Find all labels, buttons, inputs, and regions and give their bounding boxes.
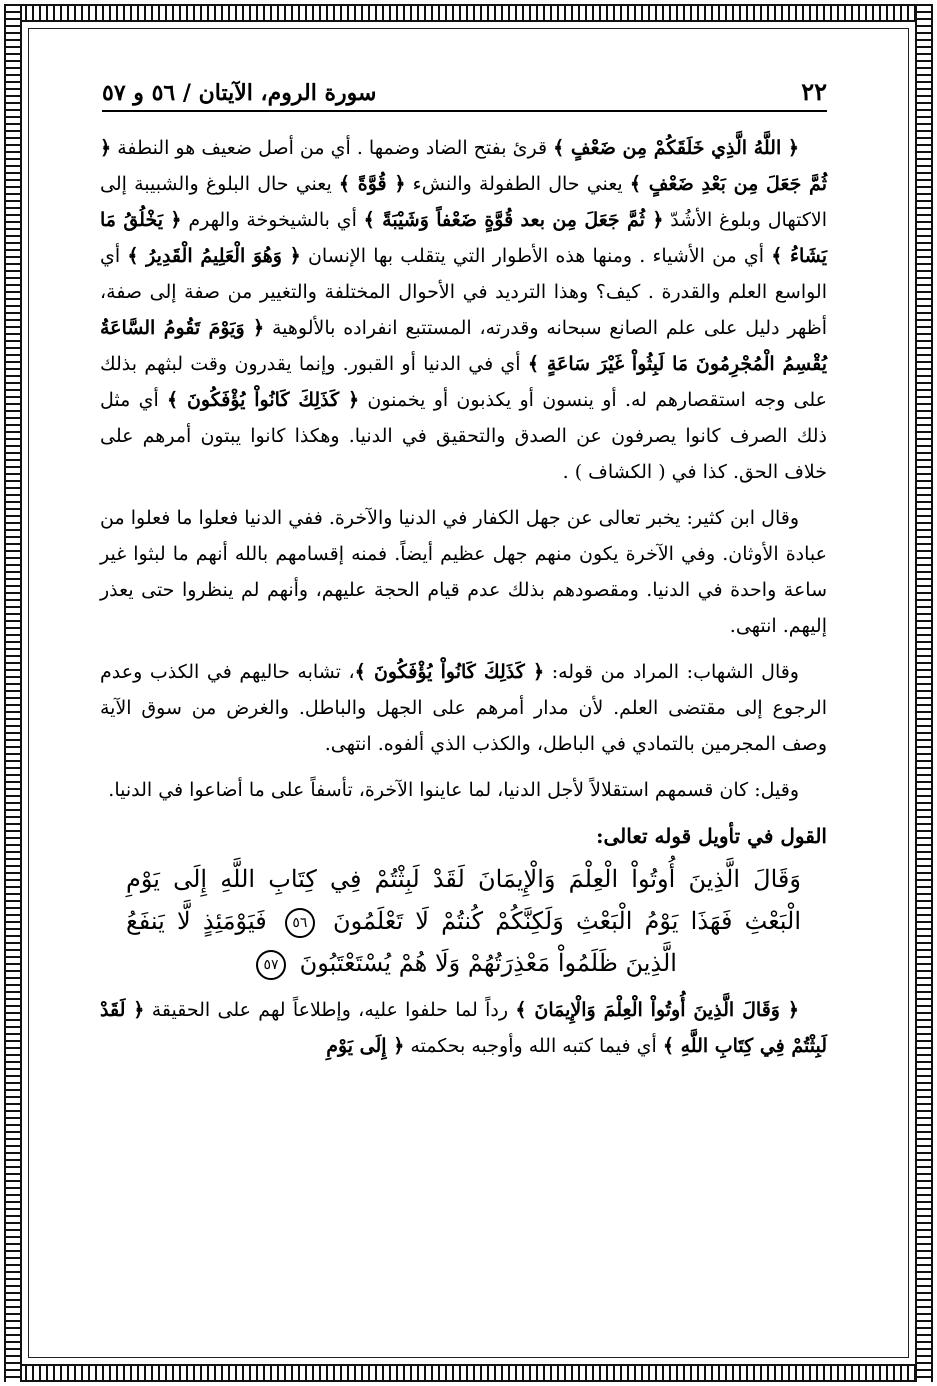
paragraph (100, 500, 827, 644)
running-title: سورة الروم، الآيتان / ٥٦ و ٥٧ (102, 80, 377, 106)
text-segment: أي مثل ذلك الصرف كانوا يصرفون عن الصدق والتحقيق في الدنيا. وهكذا كانوا يبتون أمرهم على خلاف الحق. كذا في ( الكشاف ) . (100, 389, 827, 483)
quran-quote: ﴿ وَقَالَ الَّذِينَ أُوتُواْ الْعِلْمَ وَالْإِيمَانَ ﴾ (515, 999, 799, 1021)
quran-quote: ﴿ اللَّهُ الَّذِي خَلَقَكُمْ مِن ضَعْفٍ ﴾ (553, 137, 799, 159)
quran-quote: ﴿ وَهُوَ الْعَلِيمُ الْقَدِيرُ ﴾ (127, 245, 301, 267)
paragraph (100, 654, 827, 762)
quran-quote: ﴿ كَذَلِكَ كَانُواْ يُؤْفَكُونَ ﴾ (354, 661, 545, 683)
page-body (100, 130, 827, 1074)
verse-text-56: وَقَالَ الَّذِينَ أُوتُواْ الْعِلْمَ وَالْإِيمَانَ لَقَدْ لَبِثْتُمْ فِي كِتَابِ اللَّهِ إِلَى يَوْمِ الْبَعْثِ فَهَذَا يَوْمُ الْبَعْثِ وَلَكِنَّكُمْ كُنتُمْ لَا تَعْلَمُونَ (126, 865, 801, 935)
quran-quote: ﴿ كَذَلِكَ كَانُواْ يُؤْفَكُونَ ﴾ (167, 389, 360, 411)
text-segment: وقيل: كان قسمهم استقلالاً لأجل الدنيا، لما عاينوا الآخرة، تأسفاً على ما أضاعوا في الدنيا. (108, 779, 799, 801)
text-segment: وقال الشهاب: المراد من قوله: (544, 661, 799, 683)
quran-quote: ﴿ يَخْلُقُ مَا يَشَاءُ ﴾ (100, 209, 828, 267)
verse-number-mark: ٥٦ (285, 908, 315, 938)
quran-verse (100, 858, 827, 984)
text-segment: أي بالشيخوخة والهرم (181, 209, 364, 231)
text-segment: أي الواسع العلم والقدرة . كيف؟ وهذا الترديد في الأحوال المختلفة والتغيير من صفة إلى صفة، أظهر دليل على علم الصانع سبحانه وقدرته، المستتبع انفراده بالألوهية (100, 245, 828, 339)
verse-text-57: فَيَوْمَئِذٍ لَّا يَنفَعُ الَّذِينَ ظَلَمُواْ مَعْذِرَتُهُمْ وَلَا هُمْ يُسْتَعْتَبُونَ (126, 907, 677, 977)
page-header (102, 72, 827, 112)
paragraph (100, 772, 827, 808)
paragraph-last (100, 992, 827, 1064)
text-segment: ، تشابه حاليهم في الكذب وعدم الرجوع إلى مقتضى العلم. لأن مدار أمرهم على الجهل والباطل. والغرض من سوق الآية وصف المجرمين بالتمادي في الباطل، والكذب الذي ألفوه. انتهى. (100, 661, 827, 755)
quran-quote: ﴿ ثُمَّ جَعَلَ مِن بعد قُوَّةٍ ضَعْفاً وَشَيْبَةً ﴾ (363, 209, 664, 231)
quran-quote: ﴿ لَقَدْ لَبِثْتُمْ فِي كِتَابِ اللَّهِ ﴾ (100, 999, 827, 1057)
frame-border-left (4, 4, 22, 1382)
quran-quote: ﴿ قُوَّةً ﴾ (338, 173, 406, 195)
quran-quote: ﴿ ثُمَّ جَعَلَ مِن بَعْدِ ضَعْفٍ ﴾ (100, 137, 827, 195)
text-segment: رداً لما حلفوا عليه، وإطلاعاً لهم على الحقيقة (144, 999, 516, 1021)
paragraph (100, 130, 827, 490)
frame-border-bottom (4, 1364, 933, 1382)
text-segment: أي من الأشياء . ومنها هذه الأطوار التي يتقلب بها الإنسان (300, 245, 772, 267)
text-segment: أي فيما كتبه الله وأوجبه بحكمته (404, 1035, 663, 1057)
frame-border-top (4, 4, 933, 22)
text-segment: أي في الدنيا أو القبور. وإنما يقدرون وقت لبثهم بذلك على وجه استقصارهم له. أو ينسون أو يكذبون أو يخمنون (100, 353, 827, 411)
text-segment: يعني حال الطفولة والنشء (405, 173, 630, 195)
text-segment: قرئ بفتح الضاد وضمها . أي من أصل ضعيف هو النطفة (111, 137, 554, 159)
quran-quote: ﴿ إِلَى يَوْمِ (326, 1035, 405, 1057)
quran-quote: ﴿ وَيَوْمَ تَقُومُ السَّاعَةُ يُقْسِمُ الْمُجْرِمُونَ مَا لَبِثُواْ غَيْرَ سَاعَةٍ ﴾ (100, 317, 828, 375)
frame-border-right (915, 4, 933, 1382)
page-number: ٢٢ (801, 77, 827, 106)
section-heading: القول في تأويل قوله تعالى: (596, 824, 827, 848)
text-segment: وقال ابن كثير: يخبر تعالى عن جهل الكفار في الدنيا والآخرة. ففي الدنيا فعلوا ما فعلوا من عبادة الأوثان. وفي الآخرة يكون منهم جهل عظيم أيضاً. فمنه إقسامهم بالله أنهم ما لبثوا غير ساعة واحدة في الدنيا. ومقصودهم بذلك عدم قيام الحجة عليهم، وأنهم لم ينظروا حتى يعذر إليهم. انتهى. (100, 507, 827, 637)
verse-number-mark: ٥٧ (256, 950, 286, 980)
text-segment: يعني حال البلوغ والشبيبة إلى الاكتهال وبلوغ الأشُدّ (100, 173, 827, 231)
